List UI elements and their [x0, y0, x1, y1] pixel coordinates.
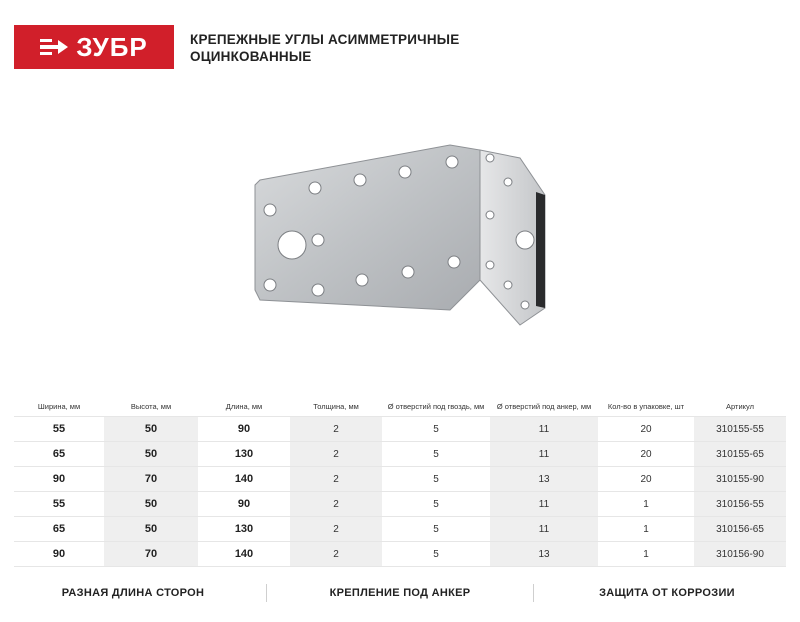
table-row [14, 517, 786, 542]
cell-nail-hole: 5 [382, 442, 490, 467]
cell-width: 90 [14, 467, 104, 492]
cell-width: 90 [14, 542, 104, 567]
cell-anchor-hole: 13 [490, 467, 598, 492]
cell-nail-hole: 5 [382, 492, 490, 517]
cell-pack-qty: 20 [598, 442, 694, 467]
cell-nail-hole: 5 [382, 467, 490, 492]
header-pack-qty: Кол-во в упаковке, шт [598, 396, 694, 417]
cell-nail-hole: 5 [382, 542, 490, 567]
angle-bracket-image [240, 140, 560, 340]
table-row [14, 492, 786, 517]
cell-thickness: 2 [290, 517, 382, 542]
cell-length: 140 [198, 542, 290, 567]
page-title [190, 31, 459, 65]
cell-article: 310156-65 [694, 517, 786, 542]
brand-name: ЗУБР [76, 31, 148, 62]
cell-anchor-hole: 11 [490, 442, 598, 467]
cell-thickness: 2 [290, 492, 382, 517]
cell-pack-qty: 20 [598, 417, 694, 442]
header-thickness: Толщина, мм [290, 396, 382, 417]
cell-height: 50 [104, 492, 198, 517]
cell-anchor-hole: 13 [490, 542, 598, 567]
cell-nail-hole: 5 [382, 517, 490, 542]
cell-thickness: 2 [290, 467, 382, 492]
cell-pack-qty: 20 [598, 467, 694, 492]
cell-article: 310156-90 [694, 542, 786, 567]
header-anchor-hole: Ø отверстий под анкер, мм [490, 396, 598, 417]
cell-length: 130 [198, 517, 290, 542]
cell-anchor-hole: 11 [490, 517, 598, 542]
header-width: Ширина, мм [14, 396, 104, 417]
cell-height: 70 [104, 467, 198, 492]
cell-height: 50 [104, 442, 198, 467]
table-row [14, 442, 786, 467]
cell-thickness: 2 [290, 417, 382, 442]
cell-width: 65 [14, 442, 104, 467]
cell-nail-hole: 5 [382, 417, 490, 442]
cell-length: 90 [198, 417, 290, 442]
cell-height: 50 [104, 417, 198, 442]
features-bar [0, 578, 800, 608]
cell-height: 70 [104, 542, 198, 567]
cell-article: 310155-90 [694, 467, 786, 492]
header-length: Длина, мм [198, 396, 290, 417]
cell-pack-qty: 1 [598, 517, 694, 542]
feature-different-sides: РАЗНАЯ ДЛИНА СТОРОН [61, 587, 205, 599]
feature-anchor-mount: КРЕПЛЕНИЕ ПОД АНКЕР [329, 587, 471, 599]
header-nail-hole: Ø отверстий под гвоздь, мм [382, 396, 490, 417]
cell-anchor-hole: 11 [490, 492, 598, 517]
title-line-2: ОЦИНКОВАННЫЕ [190, 49, 312, 64]
cell-anchor-hole: 11 [490, 417, 598, 442]
specs-table [14, 396, 786, 567]
brand-logo [14, 25, 174, 69]
brand-arrows-icon [40, 36, 68, 58]
cell-width: 65 [14, 517, 104, 542]
cell-length: 90 [198, 492, 290, 517]
table-row [14, 542, 786, 567]
header-article: Артикул [694, 396, 786, 417]
table-header-row [14, 396, 786, 417]
cell-thickness: 2 [290, 542, 382, 567]
feature-corrosion-protection: ЗАЩИТА ОТ КОРРОЗИИ [599, 587, 735, 599]
cell-height: 50 [104, 517, 198, 542]
cell-width: 55 [14, 492, 104, 517]
header-height: Высота, мм [104, 396, 198, 417]
cell-thickness: 2 [290, 442, 382, 467]
cell-length: 140 [198, 467, 290, 492]
cell-pack-qty: 1 [598, 492, 694, 517]
cell-article: 310156-55 [694, 492, 786, 517]
table-row [14, 467, 786, 492]
cell-article: 310155-65 [694, 442, 786, 467]
cell-width: 55 [14, 417, 104, 442]
table-row [14, 417, 786, 442]
cell-pack-qty: 1 [598, 542, 694, 567]
title-line-1: КРЕПЕЖНЫЕ УГЛЫ АСИММЕТРИЧНЫЕ [190, 32, 460, 47]
cell-article: 310155-55 [694, 417, 786, 442]
cell-length: 130 [198, 442, 290, 467]
